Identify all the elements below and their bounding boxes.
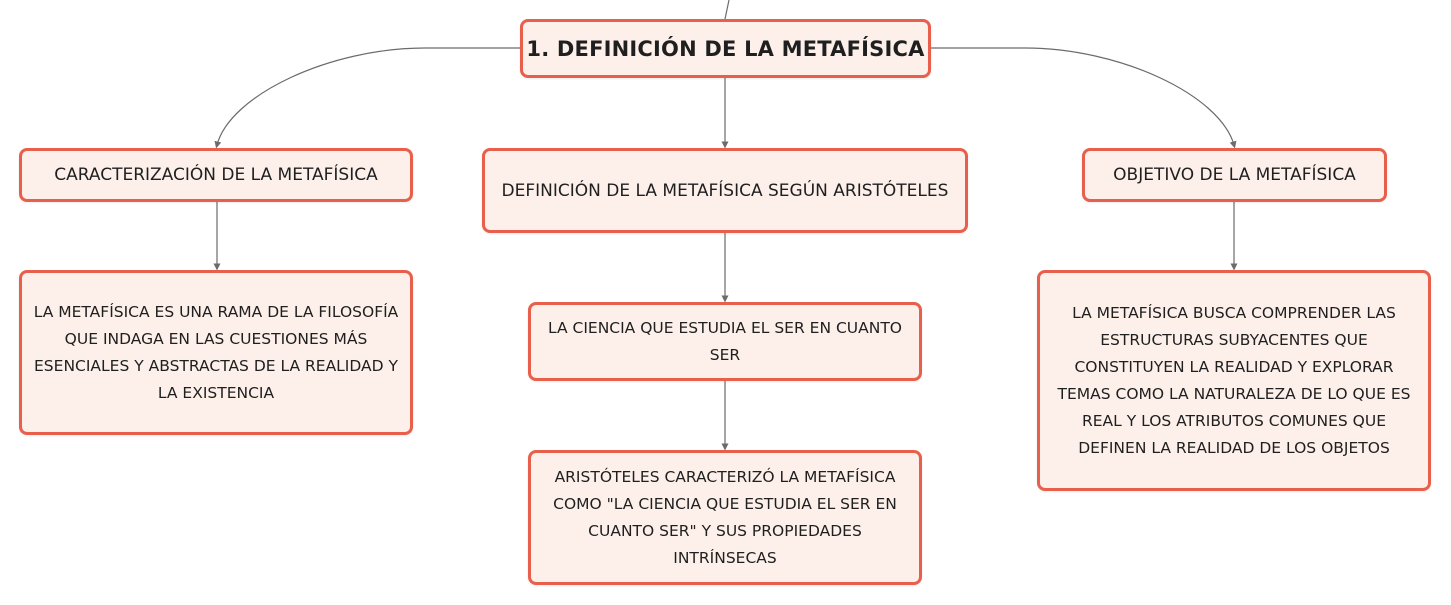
definicion-aristoteles-label: DEFINICIÓN DE LA METAFÍSICA SEGÚN ARISTÓTELES <box>501 180 949 201</box>
caracterizacion-node[interactable] <box>19 148 413 202</box>
root-topic-label: 1. DEFINICIÓN DE LA METAFÍSICA <box>526 36 925 61</box>
objetivo-detail-node[interactable] <box>1037 270 1431 491</box>
caracterizacion-detail-node[interactable] <box>19 270 413 435</box>
incoming-connector <box>725 0 729 19</box>
objetivo-label: OBJETIVO DE LA METAFÍSICA <box>1113 165 1356 185</box>
ciencia-ser-node[interactable] <box>528 302 922 381</box>
aristoteles-detail-node[interactable] <box>528 450 922 585</box>
aristoteles-detail-text: ARISTÓTELES CARACTERIZÓ LA METAFÍSICA COMO "LA CIENCIA QUE ESTUDIA EL SER EN CUANTO SER" Y SUS PROPIEDADES INTRÍNSECAS <box>553 467 897 567</box>
connector-root-to-caracterizacion <box>217 48 520 145</box>
caracterizacion-detail-text: LA METAFÍSICA ES UNA RAMA DE LA FILOSOFÍA QUE INDAGA EN LAS CUESTIONES MÁS ESENCIALES Y ABSTRACTAS DE LA REALIDAD Y LA EXISTENCIA <box>33 302 399 402</box>
connector-root-to-objetivo <box>931 48 1234 145</box>
definicion-aristoteles-node[interactable] <box>482 148 968 233</box>
caracterizacion-label: CARACTERIZACIÓN DE LA METAFÍSICA <box>54 165 378 185</box>
root-topic-node[interactable] <box>520 19 931 78</box>
objetivo-node[interactable] <box>1082 148 1387 202</box>
objetivo-detail-text: LA METAFÍSICA BUSCA COMPRENDER LAS ESTRUCTURAS SUBYACENTES QUE CONSTITUYEN LA REALIDAD Y EXPLORAR TEMAS COMO LA NATURALEZA DE LO QUE ES REAL Y LOS ATRIBUTOS COMUNES QUE DEFINEN LA REALIDAD DE LOS OBJETOS <box>1057 303 1411 457</box>
ciencia-ser-text: LA CIENCIA QUE ESTUDIA EL SER EN CUANTO SER <box>547 318 902 364</box>
